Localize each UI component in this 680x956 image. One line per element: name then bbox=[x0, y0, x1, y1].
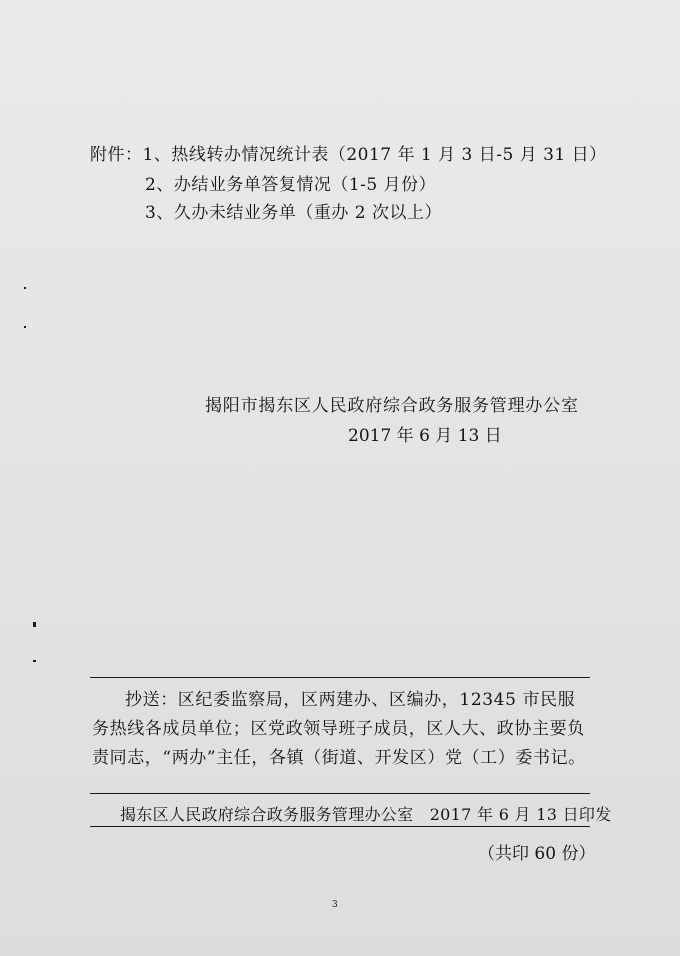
binding-hole-mark bbox=[24, 326, 26, 328]
issuer-line: 揭东区人民政府综合政务服务管理办公室 2017 年 6 月 13 日印发 bbox=[120, 805, 612, 824]
attachment-item-2: 2、办结业务单答复情况（1-5 月份） bbox=[145, 175, 437, 195]
binding-hole-mark bbox=[33, 622, 36, 627]
attachment-item-3: 3、久办未结业务单（重办 2 次以上） bbox=[145, 203, 442, 223]
footer-rule-middle bbox=[90, 793, 590, 794]
signature-date: 2017 年 6 月 13 日 bbox=[348, 426, 502, 446]
footer-rule-top bbox=[90, 677, 590, 678]
binding-hole-mark bbox=[33, 660, 36, 662]
print-copies: （共印 60 份） bbox=[478, 844, 596, 864]
attachment-item-1: 附件：1、热线转办情况统计表（2017 年 1 月 3 日-5 月 31 日） bbox=[90, 145, 607, 165]
footer-rule-bottom bbox=[90, 826, 590, 827]
signature-organization: 揭阳市揭东区人民政府综合政务服务管理办公室 bbox=[205, 396, 579, 416]
page-number: 3 bbox=[332, 900, 338, 910]
binding-hole-mark bbox=[24, 287, 26, 289]
cc-distribution-list: 抄送：区纪委监察局，区两建办、区编办，12345 市民服务热线各成员单位；区党政领导班子成员，区人大、政协主要负责同志，“两办”主任，各镇（街道、开发区）党（工）委书记。 bbox=[92, 690, 586, 768]
